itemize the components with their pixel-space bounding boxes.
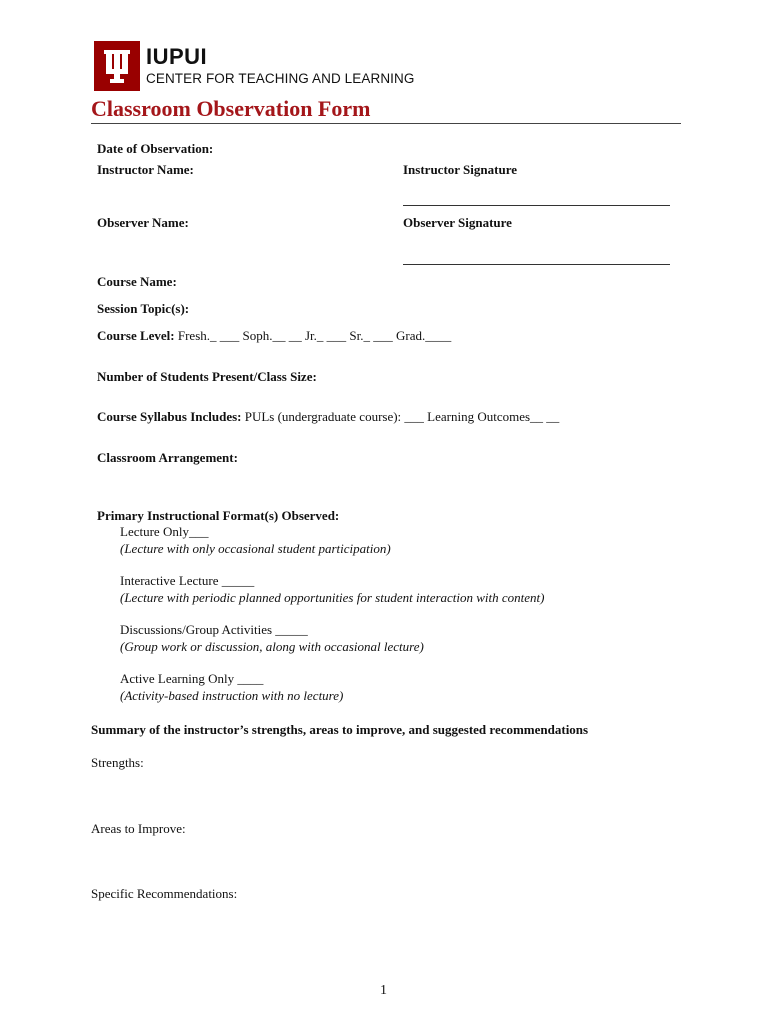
course-level-row [97, 328, 451, 344]
observer-signature-line[interactable] [403, 264, 670, 265]
department-name: CENTER FOR TEACHING AND LEARNING [146, 71, 415, 86]
format-item-interactive-lecture[interactable]: Interactive Lecture _____ [120, 573, 255, 588]
iu-trident-logo [94, 41, 140, 91]
format-item-lecture-only[interactable]: Lecture Only___ [120, 524, 209, 539]
syllabus-options[interactable]: PULs (undergraduate course): ___ Learning Outcomes__ __ [244, 409, 560, 424]
format-desc-lecture-only: (Lecture with only occasional student participation) [120, 541, 391, 556]
areas-label: Areas to Improve: [91, 821, 186, 836]
course-level-label: Course Level: [97, 328, 175, 343]
instructor-signature-line[interactable] [403, 205, 670, 206]
strengths-label: Strengths: [91, 755, 144, 770]
format-label: Primary Instructional Format(s) Observed: [97, 508, 340, 523]
recommendations-label: Specific Recommendations: [91, 886, 238, 901]
page-number: 1 [380, 983, 387, 998]
summary-heading: Summary of the instructor’s strengths, areas to improve, and suggested recommendations [91, 722, 589, 737]
syllabus-row [97, 409, 559, 425]
observer-signature-label: Observer Signature [403, 215, 512, 230]
course-level-options[interactable]: Fresh._ ___ Soph.__ __ Jr._ ___ Sr._ ___ Grad.____ [177, 328, 452, 343]
instructor-signature-label: Instructor Signature [403, 162, 517, 177]
form-title: Classroom Observation Form [91, 96, 371, 121]
format-item-discussions[interactable]: Discussions/Group Activities _____ [120, 622, 308, 637]
title-divider [91, 123, 681, 124]
date-label: Date of Observation: [97, 141, 214, 156]
org-name: IUPUI [146, 44, 208, 69]
course-name-label: Course Name: [97, 274, 177, 289]
format-desc-discussions: (Group work or discussion, along with occasional lecture) [120, 639, 424, 654]
format-item-active-learning[interactable]: Active Learning Only ____ [120, 671, 264, 686]
format-desc-active-learning: (Activity-based instruction with no lecture) [120, 688, 344, 703]
session-topic-label: Session Topic(s): [97, 301, 190, 316]
format-desc-interactive-lecture: (Lecture with periodic planned opportunities for student interaction with content) [120, 590, 545, 605]
arrangement-label: Classroom Arrangement: [97, 450, 238, 465]
students-label: Number of Students Present/Class Size: [97, 369, 317, 384]
observer-name-label: Observer Name: [97, 215, 189, 230]
instructor-name-label: Instructor Name: [97, 162, 194, 177]
trident-icon [94, 41, 140, 91]
syllabus-label: Course Syllabus Includes: [97, 409, 242, 424]
